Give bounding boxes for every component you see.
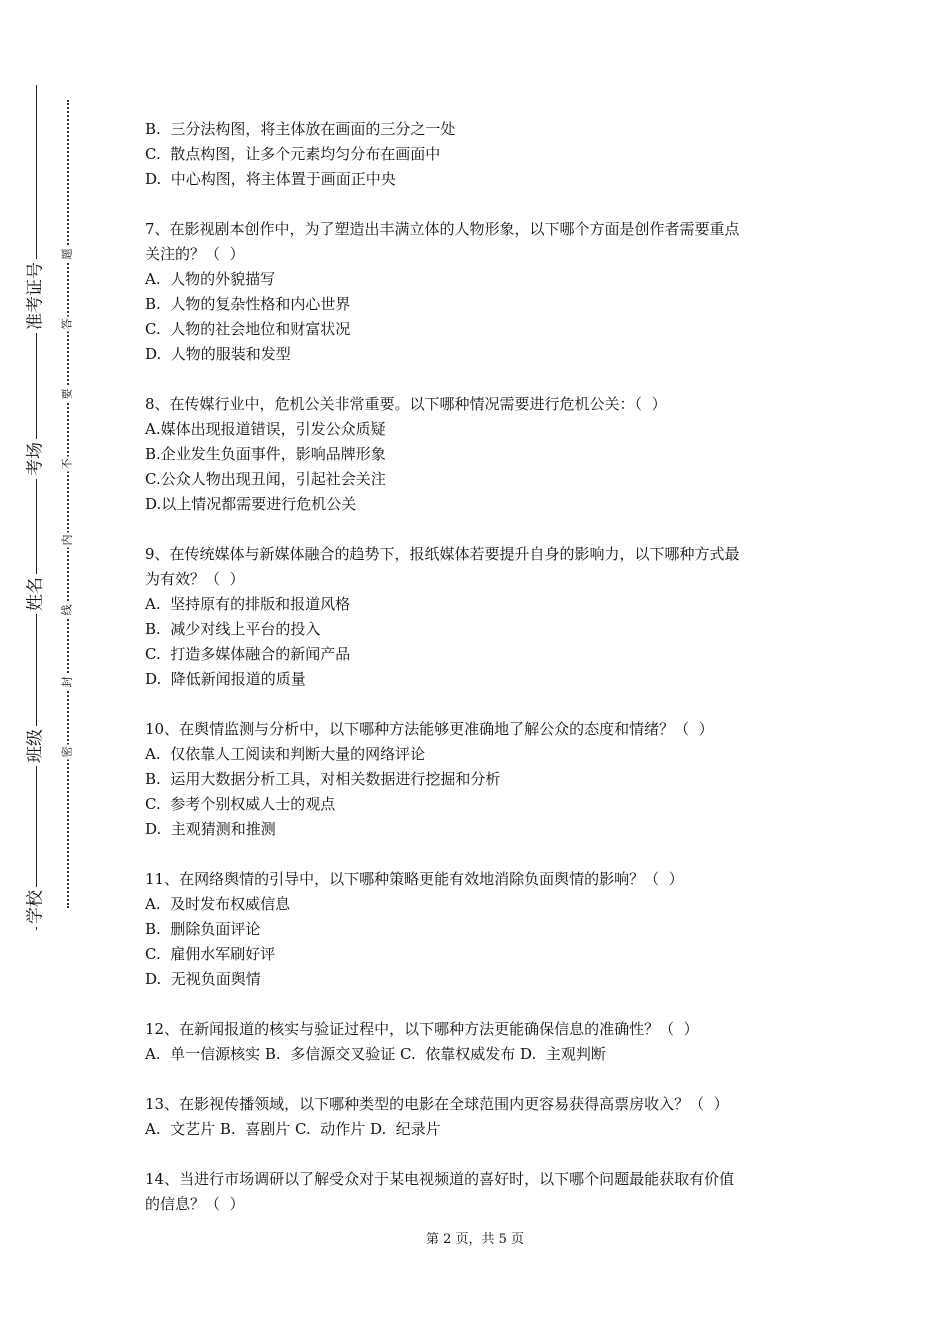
question-block <box>145 867 825 992</box>
question-line: B. 减少对线上平台的投入 <box>145 620 321 638</box>
seal-char: 题 <box>60 248 74 260</box>
question-line: C. 人物的社会地位和财富状况 <box>145 320 351 338</box>
question-line: 为有效？（ ） <box>145 570 245 588</box>
question-line: D. 人物的服装和发型 <box>145 345 291 363</box>
question-line: A.媒体出现报道错误，引发公众质疑 <box>145 420 386 438</box>
question-list <box>145 117 825 1242</box>
school-label: 学校 <box>28 887 45 927</box>
seal-char: 内 <box>60 534 74 546</box>
question-line: C.公众人物出现丑闻，引起社会关注 <box>145 470 386 488</box>
question-stem: 7、在影视剧本创作中，为了塑造出丰满立体的人物形象，以下哪个方面是创作者需要重点 <box>145 220 740 238</box>
question-line: C. 雇佣水军刷好评 <box>145 945 276 963</box>
admission-number-label: 准考证号 <box>28 259 45 333</box>
question-block <box>145 1092 825 1142</box>
question-line: B.企业发生负面事件，影响品牌形象 <box>145 445 386 463</box>
question-block <box>145 117 825 192</box>
question-block <box>145 1017 825 1067</box>
question-line: B. 运用大数据分析工具，对相关数据进行挖掘和分析 <box>145 770 501 788</box>
seal-char: 封 <box>60 676 74 688</box>
page-number: 第 2 页，共 5 页 <box>425 1232 525 1247</box>
question-stem: 9、在传统媒体与新媒体融合的趋势下，报纸媒体若要提升自身的影响力，以下哪种方式最 <box>145 545 740 563</box>
question-stem: 14、当进行市场调研以了解受众对于某电视频道的喜好时，以下哪个问题最能获取有价值 <box>145 1170 735 1188</box>
seal-char: 要 <box>60 388 74 400</box>
exam-room-label: 考场 <box>28 439 45 479</box>
question-line: A. 仅依靠人工阅读和判断大量的网络评论 <box>145 745 426 763</box>
question-line: 关注的？（ ） <box>145 245 245 263</box>
question-line: A. 及时发布权威信息 <box>145 895 291 913</box>
question-line: D. 降低新闻报道的质量 <box>145 670 306 688</box>
question-line: B. 人物的复杂性格和内心世界 <box>145 295 351 313</box>
name-label: 姓名 <box>28 574 45 614</box>
question-stem: 11、在网络舆情的引导中，以下哪种策略更能有效地消除负面舆情的影响？（ ） <box>145 870 684 888</box>
question-block <box>145 542 825 692</box>
seal-char: 答 <box>60 318 74 330</box>
seal-char: 线 <box>60 604 74 616</box>
question-line: C. 散点构图，让多个元素均匀分布在画面中 <box>145 145 441 163</box>
question-line: C. 参考个别权威人士的观点 <box>145 795 336 813</box>
binding-solid-line <box>36 85 37 930</box>
question-line: B. 三分法构图，将主体放在画面的三分之一处 <box>145 120 456 138</box>
question-block <box>145 392 825 517</box>
question-stem: 13、在影视传播领域，以下哪种类型的电影在全球范围内更容易获得高票房收入？（ ） <box>145 1095 729 1113</box>
seal-char: 密 <box>60 746 74 758</box>
question-line: D. 主观猜测和推测 <box>145 820 276 838</box>
binding-dotted-line <box>67 100 69 908</box>
question-line: A. 坚持原有的排版和报道风格 <box>145 595 351 613</box>
question-stem: 8、在传媒行业中，危机公关非常重要。以下哪种情况需要进行危机公关：（ ） <box>145 395 667 413</box>
question-line: C. 打造多媒体融合的新闻产品 <box>145 645 351 663</box>
question-stem: 12、在新闻报道的核实与验证过程中，以下哪种方法更能确保信息的准确性？（ ） <box>145 1020 699 1038</box>
question-line: B. 删除负面评论 <box>145 920 261 938</box>
binding-margin <box>0 0 120 1344</box>
question-block <box>145 1167 825 1217</box>
question-line: D.以上情况都需要进行危机公关 <box>145 495 357 513</box>
question-line: 的信息？（ ） <box>145 1195 245 1213</box>
question-line: A. 文艺片 B. 喜剧片 C. 动作片 D. 纪录片 <box>145 1120 441 1138</box>
class-label: 班级 <box>28 726 45 766</box>
question-line: D. 中心构图，将主体置于画面正中央 <box>145 170 396 188</box>
seal-char: 不 <box>60 458 74 470</box>
question-line: A. 单一信源核实 B. 多信源交叉验证 C. 依靠权威发布 D. 主观判断 <box>145 1045 606 1063</box>
question-block <box>145 717 825 842</box>
question-line: D. 无视负面舆情 <box>145 970 261 988</box>
question-block <box>145 217 825 367</box>
question-line: A. 人物的外貌描写 <box>145 270 276 288</box>
question-stem: 10、在舆情监测与分析中，以下哪种方法能够更准确地了解公众的态度和情绪？（ ） <box>145 720 714 738</box>
